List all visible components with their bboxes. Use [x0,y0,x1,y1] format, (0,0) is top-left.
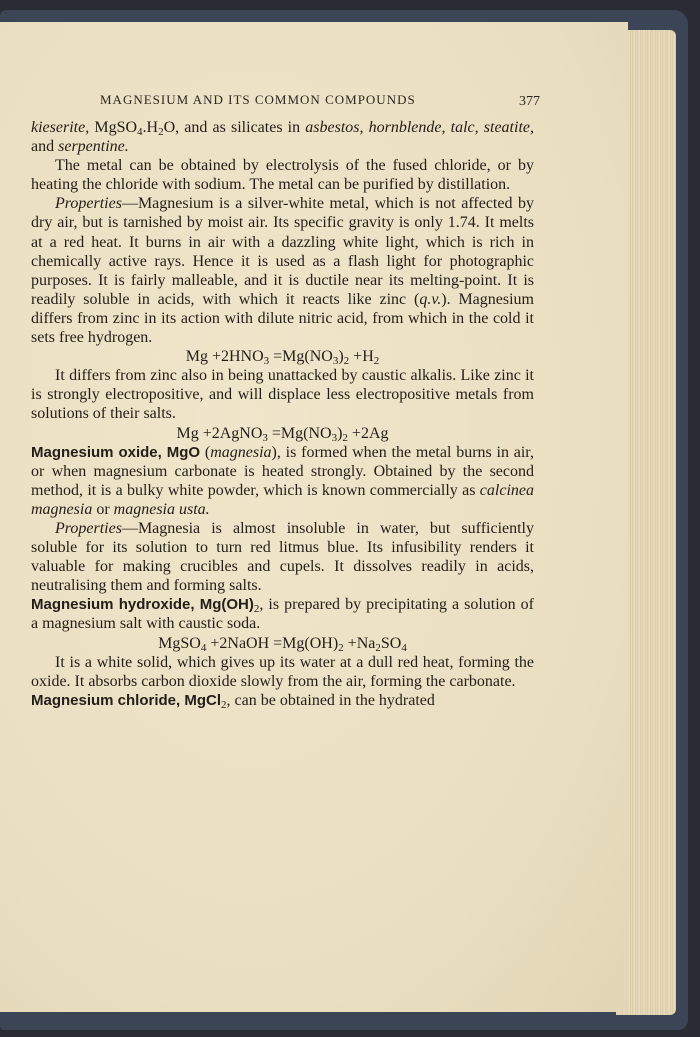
text-run: ), is formed when the metal burns in air, or when magnesium carbonate is heated strongly. Obtained by the second method, it is a bulky white powder, which is known commercially as [31,443,534,499]
italic-term: Properties [55,195,122,213]
italic-term: q.v. [419,290,442,308]
equation-caustic-soda [31,634,534,653]
bold-heading: Magnesium chloride, MgCl [31,691,222,709]
eq-part: ) [337,424,343,442]
text-run: .H [142,119,159,136]
paragraph-caustic-alkalis: It differs from zinc also in being unattacked by caustic alkalis. Like zinc it is strongly electropositive, and will displace less electropositive metals from solutions of their salts. [31,367,534,423]
eq-part: =Mg(NO [269,348,333,366]
subscript: 4 [401,641,407,654]
text-run: and [31,138,59,156]
eq-part: ) [338,348,344,366]
italic-term: kieserite, [31,119,90,136]
text-run: or [92,500,114,518]
subscript: 3 [332,355,339,368]
italic-term: calcinea magnesia [31,481,534,518]
eq-part: +2NaOH =Mg(OH) [206,634,339,652]
paragraph-magnesium-hydroxide [31,595,534,633]
eq-part: +H [349,348,374,366]
equation-silver-nitrate [31,424,534,443]
subscript: 2 [158,126,164,138]
subscript: 2 [342,431,348,444]
eq-part: +Na [343,634,376,652]
running-header [100,92,540,108]
text-run: MgSO [89,119,138,136]
paragraph-magnesium-chloride [31,691,534,710]
subscript: 3 [263,355,270,368]
paragraph-preparation: The metal can be obtained by electrolysis of the fused chloride, or by heating the chloride with sodium. The metal can be purified by distillation. [31,157,534,194]
text-run: —Magnesium is a silver-white metal, which is not affected by dry air, but is tarnished by moist air. Its specific gravity is only 1.74. It melts at a red heat. It burns in air with a dazzling white light, which is rich in chemically active rays. Hence it is used as a flash light for photographic purposes. It is fairly malleable, and it is ductile near its melting-point. It is readily soluble in acids, with which it reacts like zinc ( [31,195,534,308]
subscript: 2 [373,355,380,368]
eq-part: Mg +2HNO [185,348,264,366]
subscript: 2 [343,355,350,368]
bold-heading: Magnesium oxide, MgO [31,443,201,461]
subscript: 2 [253,603,260,616]
subscript: 2 [375,641,381,654]
text-run: —Magnesia is almost insoluble in water, but sufficiently soluble for its solution to turn red litmus blue. Its infusibility renders it valuable for making crucibles and cupels. It dissolves readily in acids, neutralising them and forming salts. [31,519,534,595]
equation-nitric-acid [31,347,534,366]
italic-term: magnesia usta. [113,500,210,518]
text-run: , can be obtained in the hydrated [226,691,435,709]
header-title: MAGNESIUM AND ITS COMMON COMPOUNDS [100,92,416,107]
text-run: O, and as silicates in [163,119,306,136]
eq-part: =Mg(NO [267,424,332,442]
bold-heading: Magnesium hydroxide, Mg(OH) [31,596,254,614]
text-run: ( [200,443,211,461]
paragraph-properties-magnesia [31,519,534,595]
paragraph-magnesium-oxide [31,443,534,519]
subscript: 3 [331,431,338,444]
italic-term: Properties [55,519,122,537]
paragraph-hydroxide-properties: It is a white solid, which gives up its water at a dull red heat, forming the oxide. It absorbs carbon dioxide slowly from the air, forming the carbonate. [31,653,534,690]
subscript: 4 [137,126,143,138]
text-run: , is prepared by precipitating a solution of a magnesium salt with caustic soda. [31,596,534,633]
text-run: ). Magnesium differs from zinc in its action with dilute nitric acid, from which in the cold it sets free hydrogen. [31,290,535,347]
italic-term: magnesia [210,443,272,461]
subscript: 2 [338,641,344,654]
page-body [31,118,534,710]
eq-part: Mg +2AgNO [176,424,263,442]
eq-part: SO [380,634,402,652]
page-number: 377 [519,94,540,109]
italic-term: asbestos, hornblende, talc, steatite, [305,119,534,136]
italic-term: serpentine. [58,138,129,156]
subscript: 2 [221,698,227,711]
paragraph-kieserite [31,118,534,156]
subscript: 4 [200,641,207,654]
paragraph-properties-metal [31,194,534,347]
eq-part: MgSO [158,634,201,652]
eq-part: +2Ag [347,424,389,442]
subscript: 3 [262,431,268,444]
